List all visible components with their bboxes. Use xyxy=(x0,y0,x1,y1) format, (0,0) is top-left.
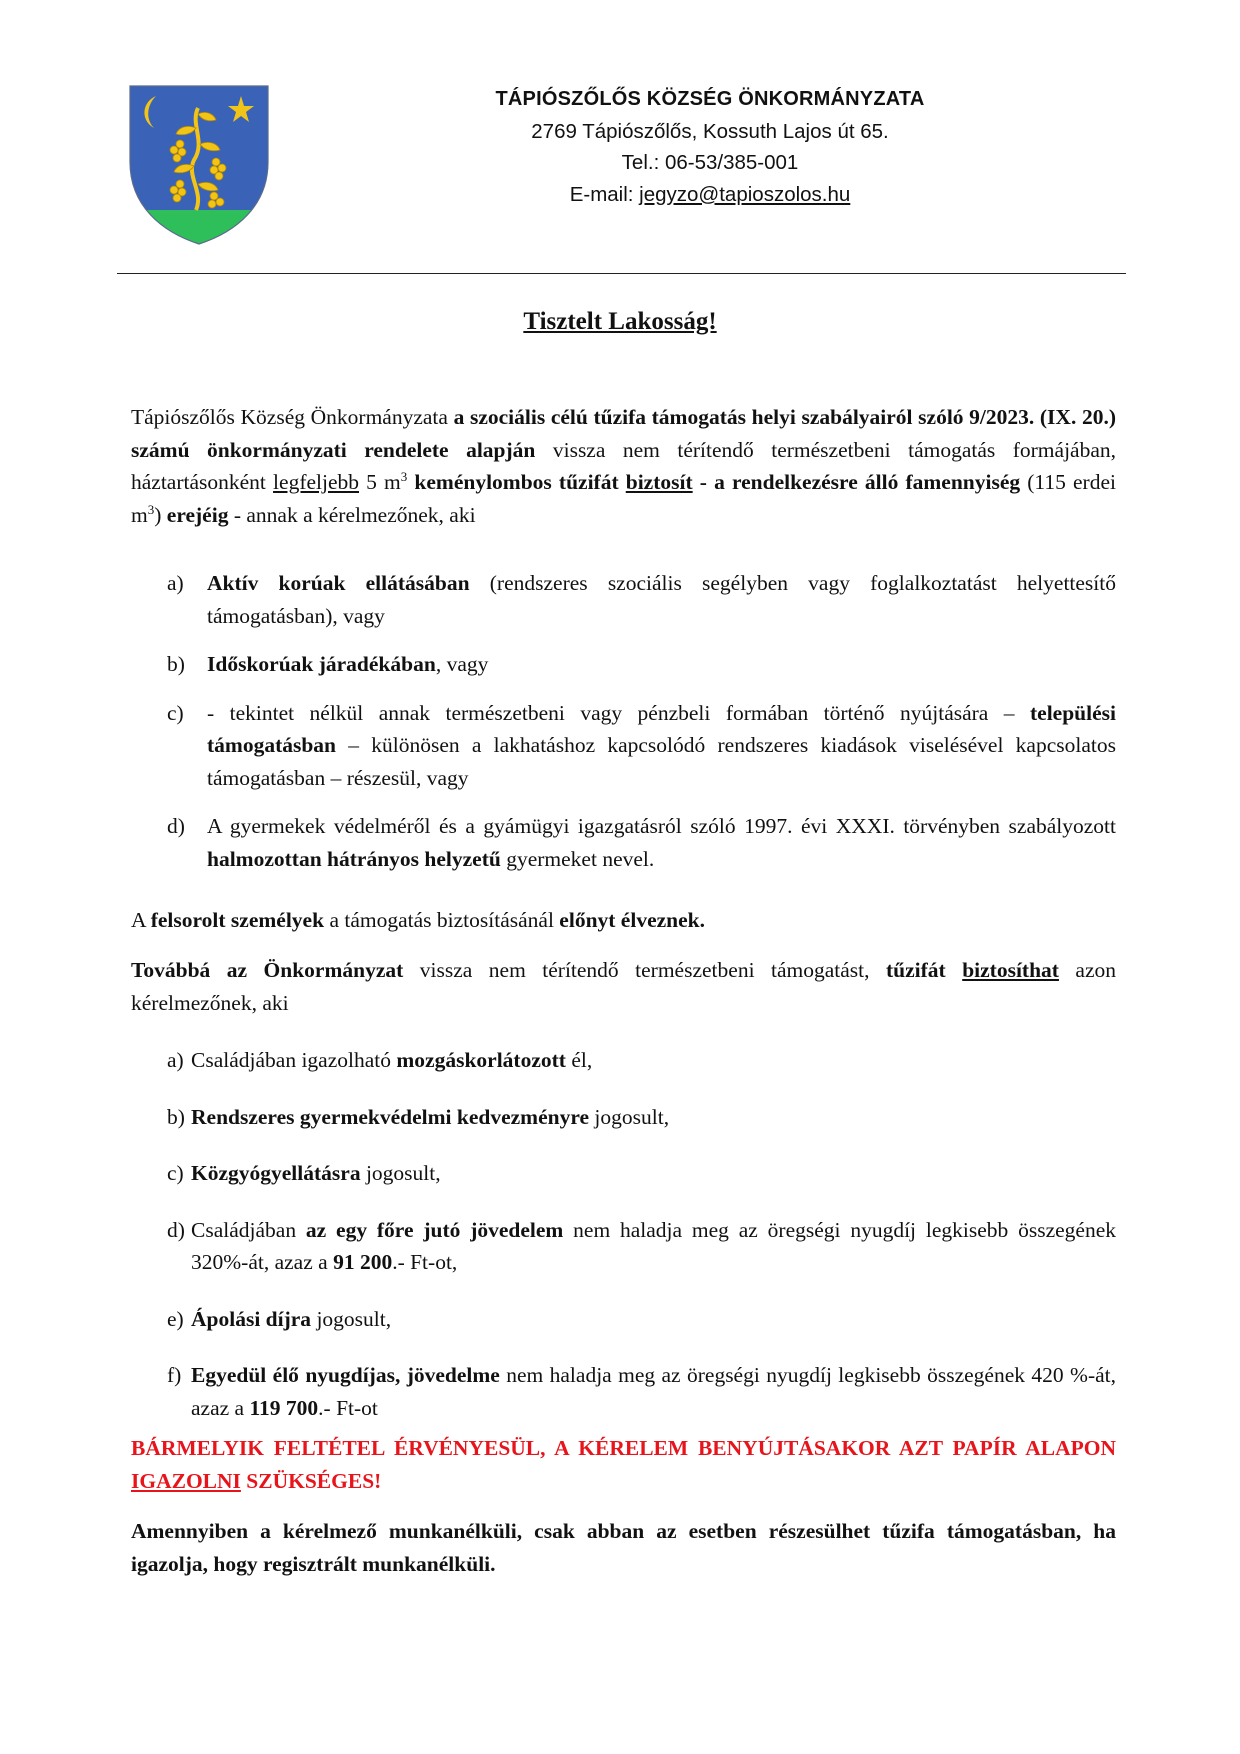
list-item-bold: halmozottan hátrányos helyzetű xyxy=(207,846,501,871)
list-item xyxy=(131,1101,1116,1134)
eligibility-list-primary xyxy=(131,567,1116,875)
intro-text-2: vissza nem térítendő természetbeni támogatás formájában, háztartásonként xyxy=(131,437,1117,494)
list-marker: e) xyxy=(167,1306,184,1331)
intro-bold-1: a szociális célú tűzifa támogatás helyi szabályairól szóló 9/2023. (IX. 20.) számú önkormányzati rendelete alapján xyxy=(131,405,1116,462)
list-marker: a) xyxy=(167,571,184,595)
list-item xyxy=(131,567,1116,632)
intro-underline-1: legfeljebb xyxy=(273,470,360,494)
intro-bold-3: - a rendelkezésre álló famennyiség xyxy=(692,470,1021,494)
list-marker: b) xyxy=(167,1104,185,1129)
list-item xyxy=(131,1303,1116,1336)
warning-text-2: SZÜKSÉGES! xyxy=(240,1468,382,1493)
priority-note xyxy=(131,904,1116,937)
list-item-text-end: .- Ft-ot, xyxy=(392,1250,458,1274)
list-item-text: (rendszeres szociális segélyben vagy foglalkoztatást helyettesítő támogatásban), vagy xyxy=(207,571,1116,628)
list-item-bold: Időskorúak járadékában xyxy=(207,652,436,676)
warning-notice xyxy=(131,1432,1116,1497)
list-item-text: , vagy xyxy=(435,652,489,676)
eligibility-list-secondary xyxy=(131,1044,1116,1424)
list-item-bold: Rendszeres gyermekvédelmi kedvezményre xyxy=(191,1104,590,1129)
list-marker: a) xyxy=(167,1048,184,1072)
note2-text-1: vissza nem térítendő természetbeni támogatást, xyxy=(403,958,887,982)
list-marker: b) xyxy=(167,652,185,676)
intro-text-5: (115 erdei m xyxy=(131,470,1116,527)
organization-name: TÁPIÓSZŐLŐS KÖZSÉG ÖNKORMÁNYZATA xyxy=(495,88,925,110)
closing-paragraph xyxy=(131,1515,1116,1580)
list-item-text: gyermeket nevel. xyxy=(500,846,655,871)
organization-phone: Tel.: 06-53/385-001 xyxy=(621,151,799,174)
list-item-bold: Egyedül élő nyugdíjas, jövedelme xyxy=(191,1363,500,1387)
list-item-text: nem haladja meg az öregségi nyugdíj legkisebb összegének 420 %-át, azaz a xyxy=(191,1363,1116,1420)
note1-text-2: a támogatás biztosításánál xyxy=(324,908,560,932)
header-divider xyxy=(117,273,1126,274)
note2-bold-1: Továbbá az Önkormányzat xyxy=(131,958,404,982)
closing-text: Amennyiben a kérelmező munkanélküli, csak abban az esetben részesülhet tűzifa támogatásban, ha igazolja, hogy regisztrált munkanélküli. xyxy=(131,1519,1116,1576)
list-item xyxy=(131,1044,1116,1077)
list-item xyxy=(131,810,1116,875)
list-marker: d) xyxy=(167,814,185,838)
list-item-bold-amount: 91 200 xyxy=(333,1250,393,1274)
list-item-text: jogosult, xyxy=(360,1161,441,1185)
list-item-bold: az egy főre jutó jövedelem xyxy=(305,1217,564,1242)
list-item-pre: Családjában xyxy=(191,1217,306,1242)
warning-text-1: BÁRMELYIK FELTÉTEL ÉRVÉNYESÜL, A KÉRELEM BENYÚJTÁSAKOR AZT PAPÍR ALAPON xyxy=(131,1436,1116,1460)
list-item-bold: mozgáskorlátozott xyxy=(396,1048,566,1072)
note2-bold-2: tűzifát xyxy=(886,958,963,982)
note1-bold-1: felsorolt személyek xyxy=(150,908,325,932)
intro-text-1: Tápiószőlős Község Önkormányzata xyxy=(131,405,454,429)
list-marker: d) xyxy=(167,1217,185,1242)
list-item-bold: Ápolási díjra xyxy=(191,1306,312,1331)
intro-paragraph xyxy=(131,401,1116,531)
intro-sup-1: 3 xyxy=(400,468,408,484)
intro-text-6: ) xyxy=(154,502,167,527)
email-link[interactable]: jegyzo@tapioszolos.hu xyxy=(639,182,851,206)
list-item-pre: A gyermekek védelméről és a gyámügyi igazgatásról szóló 1997. évi XXXI. törvényben szabályozott xyxy=(207,814,1116,838)
intro-bold-4: erejéig xyxy=(166,502,229,527)
coat-of-arms-logo xyxy=(128,84,270,246)
list-item-bold: Aktív korúak ellátásában xyxy=(207,571,470,595)
list-item-text: él, xyxy=(565,1048,593,1072)
list-item-text-end: .- Ft-ot xyxy=(318,1395,378,1420)
list-item-bold: települési támogatásban xyxy=(207,700,1116,757)
note2-bold-underline-1: biztosíthat xyxy=(962,958,1059,982)
note2-text-2: azon kérelmezőnek, aki xyxy=(131,958,1117,1015)
intro-bold-2: keménylombos tűzifát xyxy=(414,470,626,494)
organization-address: 2769 Tápiószőlős, Kossuth Lajos út 65. xyxy=(531,119,889,143)
intro-bold-underline-1: biztosít xyxy=(625,470,693,494)
note1-text-1: A xyxy=(131,908,151,932)
list-item xyxy=(131,1157,1116,1190)
list-marker: c) xyxy=(167,1161,184,1185)
note1-bold-2: előnyt élveznek. xyxy=(559,908,705,932)
page-title: Tisztelt Lakosság! xyxy=(523,308,717,335)
list-item xyxy=(131,648,1116,681)
list-item xyxy=(131,1214,1116,1279)
intro-text-3: 5 m xyxy=(359,470,401,494)
list-item-text: – különösen a lakhatáshoz kapcsolódó rendszeres kiadások viselésével kapcsolatos támogatásban – részesül, vagy xyxy=(207,733,1116,790)
additional-support-paragraph xyxy=(131,954,1116,1019)
list-marker: f) xyxy=(167,1363,182,1387)
intro-text-7: - annak a kérelmezőnek, aki xyxy=(228,502,476,527)
list-item-pre: - tekintet nélkül annak természetbeni vagy pénzbeli formában történő nyújtására – xyxy=(207,700,1030,725)
list-item-bold: Közgyógyellátásra xyxy=(191,1161,361,1185)
list-item-text: nem haladja meg az öregségi nyugdíj legkisebb összegének 320%-át, azaz a xyxy=(191,1217,1116,1274)
list-item xyxy=(131,1359,1116,1424)
email-label: E-mail: xyxy=(569,182,640,206)
list-item-pre: Családjában igazolható xyxy=(191,1048,397,1072)
letterhead xyxy=(460,84,960,210)
list-item-text: jogosult, xyxy=(311,1306,392,1331)
list-marker: c) xyxy=(167,700,184,725)
list-item-bold-amount: 119 700 xyxy=(249,1395,319,1420)
warning-underline: IGAZOLNI xyxy=(131,1468,241,1493)
list-item-text: jogosult, xyxy=(589,1104,670,1129)
intro-sup-2: 3 xyxy=(147,501,155,517)
organization-email xyxy=(460,179,960,211)
list-item xyxy=(131,697,1116,795)
